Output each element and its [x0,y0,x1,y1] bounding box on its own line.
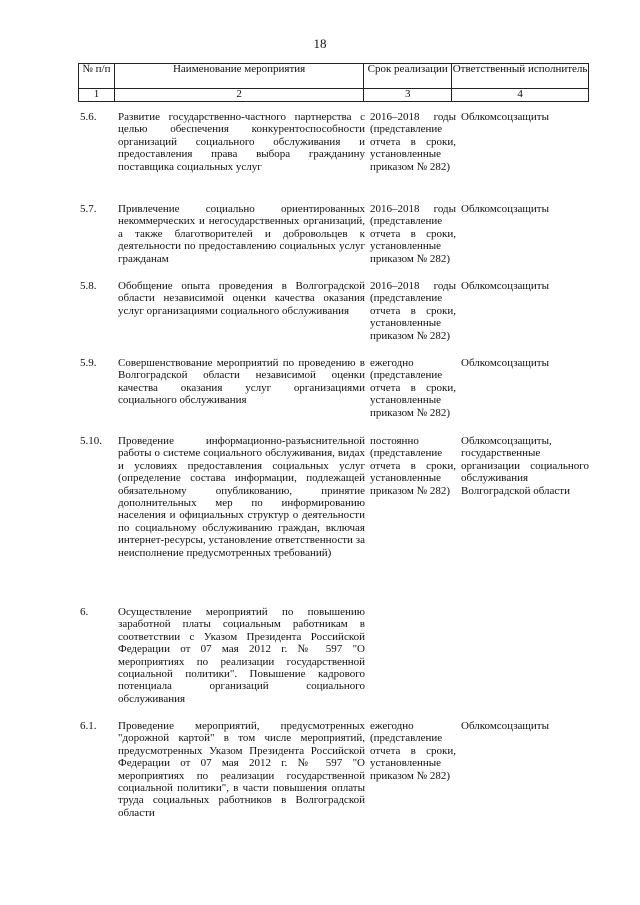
row-number: 5.9. [80,357,97,369]
row-activity: Развитие государственно-частного партнерства с целью обеспечения конкурентоспособности организаций социального обслуживания и предоставления права выбора гражданину поставщика социальных услуг [118,111,365,173]
row-responsible: Облкомсоцзащиты [461,357,549,369]
header-index-1: 1 [79,89,115,102]
row-responsible: Облкомсоцзащиты, государственные организации социального обслуживания Волгоградской области [461,435,589,497]
table-header [78,63,589,102]
row-term: ежегодно (представление отчета в сроки, установленные приказом № 282) [370,720,456,782]
row-responsible: Облкомсоцзащиты [461,111,549,123]
row-number: 5.10. [80,435,102,447]
header-col-term: Срок реализации [364,64,452,89]
row-activity: Осуществление мероприятий по повышению заработной платы социальным работникам в соответствии с Указом Президента Российской Федерации от 07 мая 2012 г. № 597 "О мероприятиях по реализации государственной социальной политики". Повышение кадрового потенциала организаций социального обслуживания [118,606,365,705]
row-term: 2016–2018 годы (представление отчета в сроки, установленные приказом № 282) [370,280,456,342]
header-col-resp: Ответственный исполнитель [452,64,589,89]
row-activity: Совершенствование мероприятий по проведению в Волгоградской области независимой оценки качества оказания услуг организациями социального обслуживания [118,357,365,407]
row-term: постоянно (представление отчета в сроки, установленные приказом № 282) [370,435,456,497]
header-col-name: Наименование мероприятия [114,64,363,89]
header-index-3: 3 [364,89,452,102]
row-activity: Проведение информационно-разъяснительной работы о системе социального обслуживания, видах и условиях предоставления социальных услуг (определение состава информации, подлежащей обязательному опубликованию, принятие дополнительных мер по информированию населения и официальных структур о деятельности по социальному обслуживанию граждан, включая интернет-ресурсы, установление ответственности за неисполнение предусмотренных требований) [118,435,365,559]
row-number: 5.6. [80,111,97,123]
row-number: 6. [80,606,89,618]
row-responsible: Облкомсоцзащиты [461,203,549,215]
header-col-num: № п/п [79,64,115,89]
row-number: 5.7. [80,203,97,215]
row-responsible: Облкомсоцзащиты [461,720,549,732]
row-activity: Обобщение опыта проведения в Волгоградской области независимой оценки качества оказания услуг организациями социального обслуживания [118,280,365,317]
row-responsible: Облкомсоцзащиты [461,280,549,292]
row-term: 2016–2018 годы (представление отчета в сроки, установленные приказом № 282) [370,111,456,173]
row-number: 6.1. [80,720,97,732]
header-index-4: 4 [452,89,589,102]
page-number: 18 [313,36,327,51]
row-activity: Проведение мероприятий, предусмотренных "дорожной картой" в том числе мероприятий, предусмотренных Указом Президента Российской Федерации от 07 мая 2012 г. № 597 "О мероприятиях по реализации государственной социальной политики", в части повышения оплаты труда социальных работников в Волгоградской области [118,720,365,819]
header-index-2: 2 [114,89,363,102]
row-number: 5.8. [80,280,97,292]
row-activity: Привлечение социально ориентированных некоммерческих и негосударственных организаций, а также благотворителей и добровольцев к деятельности по предоставлению социальных услуг гражданам [118,203,365,265]
row-term: ежегодно (представление отчета в сроки, установленные приказом № 282) [370,357,456,419]
row-term: 2016–2018 годы (представление отчета в сроки, установленные приказом № 282) [370,203,456,265]
